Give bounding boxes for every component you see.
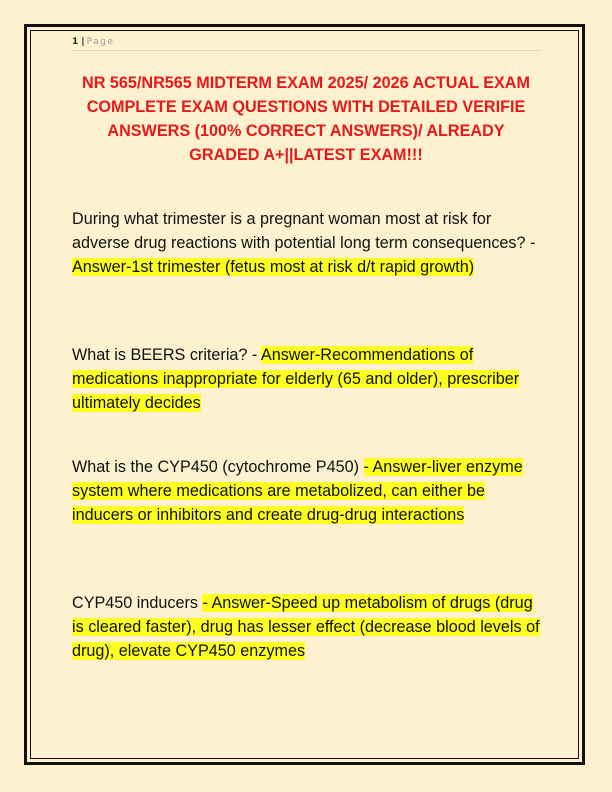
answer-text: - Answer-Speed up metabolism of drugs (drug is cleared faster), drug has lesser effect (decrease blood levels of drug), elevate CYP450 enzymes: [72, 594, 540, 661]
question-text: CYP450 inducers: [72, 594, 203, 612]
page-label: Page: [86, 37, 115, 47]
answer-text: Answer-Recommendations of medications inappropriate for elderly (65 and older), prescriber ultimately decides: [72, 346, 520, 413]
qa-item: [72, 207, 542, 280]
page-header: [72, 36, 542, 51]
question-text: During what trimester is a pregnant woman most at risk for adverse drug reactions with potential long term consequences? -: [72, 210, 536, 253]
page-number: 1: [72, 37, 79, 47]
page-header-separator: |: [81, 37, 85, 47]
answer-text: - Answer-liver enzyme system where medications are metabolized, can either be inducers or inhibitors and create drug-drug interactions: [72, 458, 523, 525]
qa-item: [72, 591, 542, 664]
document-title: NR 565/NR565 MIDTERM EXAM 2025/ 2026 ACTUAL EXAM COMPLETE EXAM QUESTIONS WITH DETAILED VERIFIE ANSWERS (100% CORRECT ANSWERS)/ ALREADY GRADED A+||LATEST EXAM!!!: [82, 74, 530, 164]
qa-item: [72, 455, 542, 528]
question-text: What is BEERS criteria? -: [72, 346, 261, 364]
question-text: What is the CYP450 (cytochrome P450): [72, 458, 364, 476]
qa-item: [72, 343, 542, 416]
answer-text: Answer-1st trimester (fetus most at risk d/t rapid growth): [72, 258, 475, 277]
